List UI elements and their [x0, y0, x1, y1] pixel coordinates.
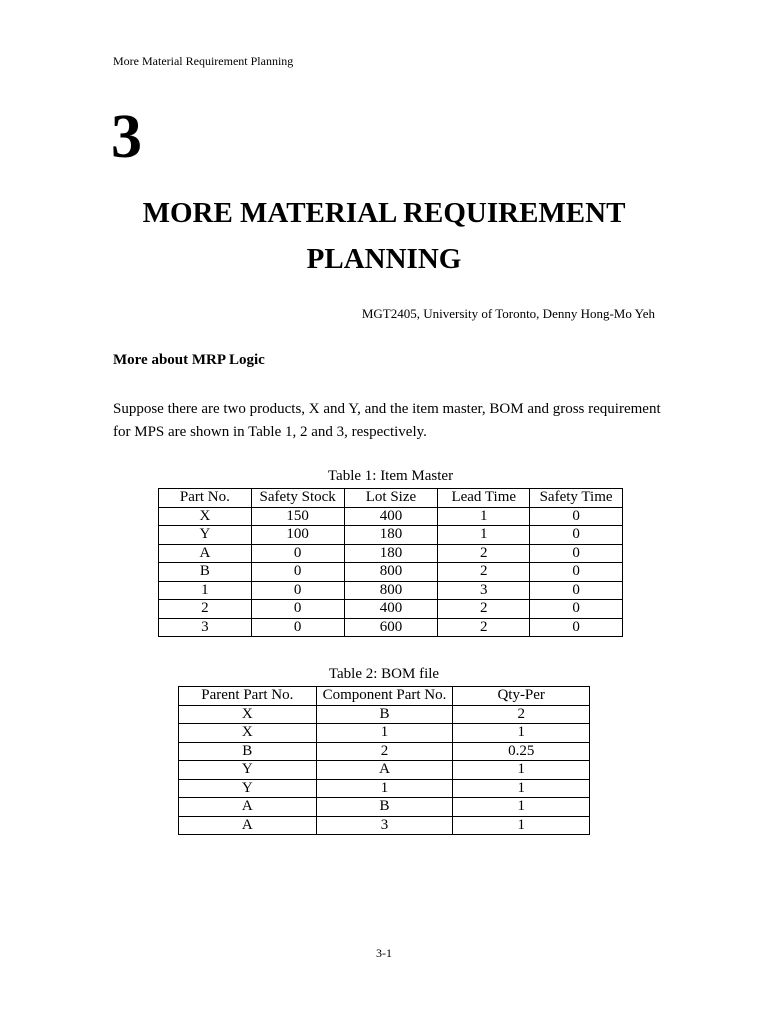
table-cell: 1	[453, 798, 590, 817]
column-header: Safety Stock	[251, 489, 344, 508]
table-cell: 2	[438, 563, 530, 582]
table-row	[159, 581, 623, 600]
table-cell: 2	[159, 600, 252, 619]
table-cell: A	[179, 816, 317, 835]
table-cell: Y	[159, 526, 252, 545]
table-row	[159, 526, 623, 545]
table-cell: A	[159, 544, 252, 563]
column-header: Part No.	[159, 489, 252, 508]
table-cell: X	[159, 507, 252, 526]
table-cell: 1	[438, 526, 530, 545]
table-header-row	[179, 687, 590, 706]
column-header: Qty-Per	[453, 687, 590, 706]
table-cell: B	[316, 798, 453, 817]
author-line: MGT2405, University of Toronto, Denny Hong-Mo Yeh	[361, 306, 655, 321]
table-cell: 100	[251, 526, 344, 545]
table-cell: B	[159, 563, 252, 582]
column-header: Lot Size	[344, 489, 438, 508]
table-cell: 0	[530, 563, 623, 582]
table-cell: 2	[316, 742, 453, 761]
table-cell: 1	[316, 724, 453, 743]
table-2-caption: Table 2: BOM file	[328, 666, 440, 682]
table-1-caption: Table 1: Item Master	[327, 468, 454, 484]
table-cell: B	[179, 742, 317, 761]
table-cell: 400	[344, 507, 438, 526]
table-row	[179, 724, 590, 743]
table-cell: 0	[251, 581, 344, 600]
table-row	[179, 779, 590, 798]
table-cell: X	[179, 724, 317, 743]
table-cell: 0	[530, 526, 623, 545]
table-cell: 1	[438, 507, 530, 526]
chapter-title-line-2: PLANNING	[306, 243, 462, 275]
table-cell: 400	[344, 600, 438, 619]
table-row	[179, 761, 590, 780]
table-cell: 0	[251, 544, 344, 563]
table-row	[159, 618, 623, 637]
column-header: Safety Time	[530, 489, 623, 508]
table-cell: 3	[316, 816, 453, 835]
chapter-number: 3	[111, 103, 142, 171]
table-cell: 0.25	[453, 742, 590, 761]
table-header-row	[159, 489, 623, 508]
table-row	[159, 507, 623, 526]
table-cell: 1	[453, 816, 590, 835]
chapter-title	[113, 190, 655, 282]
table-cell: 2	[438, 600, 530, 619]
table-cell: 1	[159, 581, 252, 600]
table-row	[179, 742, 590, 761]
table-cell: 800	[344, 563, 438, 582]
table-cell: 150	[251, 507, 344, 526]
section-heading: More about MRP Logic	[113, 352, 265, 368]
table-cell: 0	[251, 563, 344, 582]
table-cell: A	[179, 798, 317, 817]
table-cell: 0	[530, 507, 623, 526]
table-cell: 0	[530, 544, 623, 563]
item-master-table	[158, 488, 623, 637]
table-cell: B	[316, 705, 453, 724]
intro-line-1: Suppose there are two products, X and Y, and the item master, BOM and gross requirement	[113, 401, 661, 417]
table-cell: 1	[316, 779, 453, 798]
page-number: 3-1	[376, 946, 392, 960]
table-cell: 800	[344, 581, 438, 600]
table-cell: 600	[344, 618, 438, 637]
table-row	[179, 816, 590, 835]
bom-file-table	[178, 686, 590, 835]
table-cell: A	[316, 761, 453, 780]
column-header: Component Part No.	[316, 687, 453, 706]
table-cell: 0	[530, 600, 623, 619]
table-cell: 1	[453, 724, 590, 743]
table-cell: 1	[453, 761, 590, 780]
chapter-title-line-1: MORE MATERIAL REQUIREMENT	[142, 197, 626, 229]
table-cell: 180	[344, 544, 438, 563]
table-cell: 2	[438, 544, 530, 563]
table-cell: 3	[159, 618, 252, 637]
table-cell: 0	[530, 581, 623, 600]
table-cell: 0	[251, 618, 344, 637]
table-row	[159, 563, 623, 582]
intro-line-2: for MPS are shown in Table 1, 2 and 3, respectively.	[113, 424, 427, 440]
table-cell: 180	[344, 526, 438, 545]
table-row	[159, 600, 623, 619]
table-row	[179, 798, 590, 817]
intro-paragraph	[113, 398, 663, 444]
table-cell: 2	[453, 705, 590, 724]
table-row	[159, 544, 623, 563]
column-header: Lead Time	[438, 489, 530, 508]
table-cell: 1	[453, 779, 590, 798]
column-header: Parent Part No.	[179, 687, 317, 706]
table-cell: Y	[179, 761, 317, 780]
table-cell: 0	[251, 600, 344, 619]
table-cell: 0	[530, 618, 623, 637]
table-cell: 2	[438, 618, 530, 637]
table-cell: X	[179, 705, 317, 724]
table-cell: 3	[438, 581, 530, 600]
table-row	[179, 705, 590, 724]
table-cell: Y	[179, 779, 317, 798]
running-header: More Material Requirement Planning	[113, 54, 294, 68]
